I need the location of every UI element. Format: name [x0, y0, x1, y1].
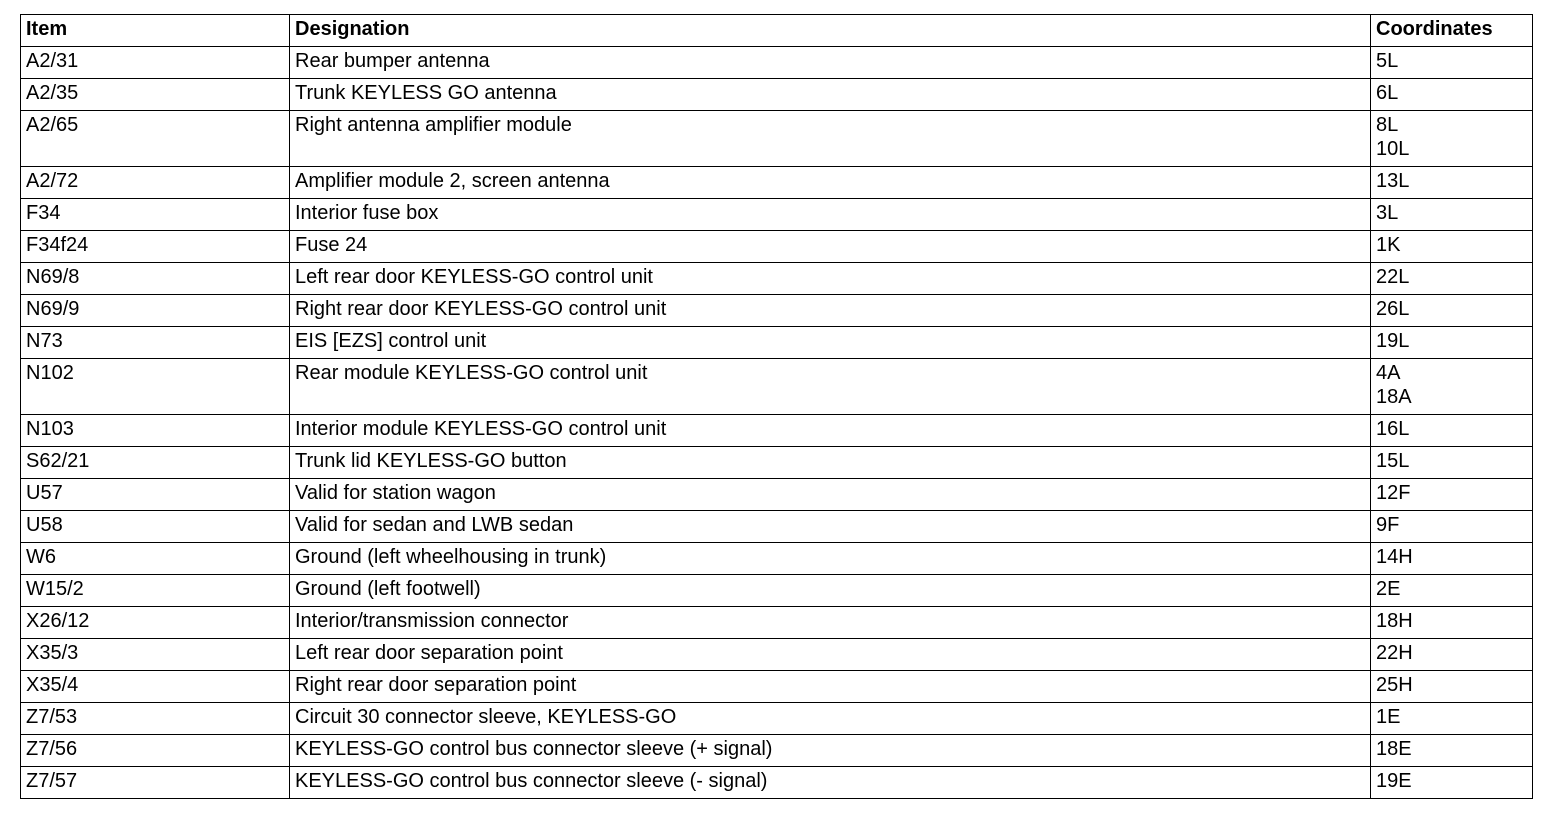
- coordinate-value: 22L: [1376, 266, 1410, 288]
- table-row: [21, 639, 1533, 671]
- cell-item: U58: [21, 511, 290, 543]
- cell-item: A2/35: [21, 79, 290, 111]
- table-row: [21, 575, 1533, 607]
- coordinate-value: 8L: [1376, 114, 1399, 136]
- cell-coordinates: [1371, 735, 1533, 767]
- cell-coordinates: [1371, 79, 1533, 111]
- table-row: [21, 359, 1533, 415]
- cell-item: W15/2: [21, 575, 290, 607]
- header-row: [21, 15, 1533, 47]
- table-row: [21, 735, 1533, 767]
- cell-designation: Rear module KEYLESS-GO control unit: [290, 359, 1371, 415]
- cell-coordinates: [1371, 327, 1533, 359]
- table-row: [21, 607, 1533, 639]
- table-row: [21, 295, 1533, 327]
- table-row: [21, 111, 1533, 167]
- cell-designation: Interior/transmission connector: [290, 607, 1371, 639]
- coordinate-value: 26L: [1376, 298, 1410, 320]
- coordinate-value: 1E: [1376, 706, 1401, 728]
- cell-item: W6: [21, 543, 290, 575]
- coordinate-value: 18A: [1376, 386, 1412, 408]
- cell-coordinates: [1371, 575, 1533, 607]
- table-row: [21, 327, 1533, 359]
- cell-item: A2/31: [21, 47, 290, 79]
- coordinate-value: 13L: [1376, 170, 1410, 192]
- cell-designation: Circuit 30 connector sleeve, KEYLESS-GO: [290, 703, 1371, 735]
- cell-item: Z7/56: [21, 735, 290, 767]
- coordinate-value: 6L: [1376, 82, 1399, 104]
- coordinate-value: 1K: [1376, 234, 1401, 256]
- coordinate-value: 19L: [1376, 330, 1410, 352]
- coordinate-value: 12F: [1376, 482, 1411, 504]
- coordinate-value: 3L: [1376, 202, 1399, 224]
- cell-coordinates: [1371, 607, 1533, 639]
- cell-item: N103: [21, 415, 290, 447]
- cell-item: F34: [21, 199, 290, 231]
- table-row: [21, 447, 1533, 479]
- coordinate-value: 22H: [1376, 642, 1413, 664]
- cell-item: A2/72: [21, 167, 290, 199]
- cell-item: N102: [21, 359, 290, 415]
- coordinate-value: 4A: [1376, 362, 1401, 384]
- cell-coordinates: [1371, 295, 1533, 327]
- cell-item: X26/12: [21, 607, 290, 639]
- cell-designation: EIS [EZS] control unit: [290, 327, 1371, 359]
- cell-designation: Left rear door separation point: [290, 639, 1371, 671]
- cell-designation: Right antenna amplifier module: [290, 111, 1371, 167]
- table-row: [21, 415, 1533, 447]
- cell-designation: Left rear door KEYLESS-GO control unit: [290, 263, 1371, 295]
- cell-coordinates: [1371, 263, 1533, 295]
- cell-coordinates: [1371, 359, 1533, 415]
- cell-item: S62/21: [21, 447, 290, 479]
- coordinate-value: 9F: [1376, 514, 1400, 536]
- table-row: [21, 263, 1533, 295]
- table-body: [21, 47, 1533, 799]
- cell-designation: KEYLESS-GO control bus connector sleeve (+ signal): [290, 735, 1371, 767]
- cell-coordinates: [1371, 231, 1533, 263]
- cell-designation: Rear bumper antenna: [290, 47, 1371, 79]
- coordinate-value: 15L: [1376, 450, 1410, 472]
- cell-designation: Right rear door KEYLESS-GO control unit: [290, 295, 1371, 327]
- cell-designation: Ground (left wheelhousing in trunk): [290, 543, 1371, 575]
- cell-item: X35/4: [21, 671, 290, 703]
- header-designation: Designation: [290, 15, 1371, 47]
- table-row: [21, 671, 1533, 703]
- cell-designation: Amplifier module 2, screen antenna: [290, 167, 1371, 199]
- header-coordinates: Coordinates: [1371, 15, 1533, 47]
- coordinate-value: 25H: [1376, 674, 1413, 696]
- table-row: [21, 79, 1533, 111]
- cell-coordinates: [1371, 111, 1533, 167]
- cell-designation: Right rear door separation point: [290, 671, 1371, 703]
- cell-coordinates: [1371, 415, 1533, 447]
- cell-designation: Interior fuse box: [290, 199, 1371, 231]
- cell-designation: Trunk lid KEYLESS-GO button: [290, 447, 1371, 479]
- cell-item: N69/9: [21, 295, 290, 327]
- table-row: [21, 231, 1533, 263]
- cell-designation: Valid for station wagon: [290, 479, 1371, 511]
- cell-item: A2/65: [21, 111, 290, 167]
- table-row: [21, 47, 1533, 79]
- table-row: [21, 543, 1533, 575]
- cell-coordinates: [1371, 199, 1533, 231]
- cell-coordinates: [1371, 639, 1533, 671]
- cell-item: Z7/53: [21, 703, 290, 735]
- cell-item: Z7/57: [21, 767, 290, 799]
- coordinate-value: 19E: [1376, 770, 1412, 792]
- coordinate-value: 2E: [1376, 578, 1401, 600]
- cell-designation: Valid for sedan and LWB sedan: [290, 511, 1371, 543]
- cell-item: U57: [21, 479, 290, 511]
- table-row: [21, 199, 1533, 231]
- cell-coordinates: [1371, 511, 1533, 543]
- cell-designation: Fuse 24: [290, 231, 1371, 263]
- cell-designation: KEYLESS-GO control bus connector sleeve (- signal): [290, 767, 1371, 799]
- cell-designation: Ground (left footwell): [290, 575, 1371, 607]
- cell-coordinates: [1371, 543, 1533, 575]
- table-row: [21, 703, 1533, 735]
- cell-coordinates: [1371, 167, 1533, 199]
- cell-item: N73: [21, 327, 290, 359]
- cell-designation: Trunk KEYLESS GO antenna: [290, 79, 1371, 111]
- coordinate-value: 18E: [1376, 738, 1412, 760]
- cell-coordinates: [1371, 447, 1533, 479]
- header-item: Item: [21, 15, 290, 47]
- cell-coordinates: [1371, 671, 1533, 703]
- cell-item: X35/3: [21, 639, 290, 671]
- component-legend-table: [20, 14, 1533, 799]
- cell-coordinates: [1371, 767, 1533, 799]
- cell-coordinates: [1371, 703, 1533, 735]
- cell-designation: Interior module KEYLESS-GO control unit: [290, 415, 1371, 447]
- table-row: [21, 167, 1533, 199]
- coordinate-value: 18H: [1376, 610, 1413, 632]
- table-row: [21, 767, 1533, 799]
- cell-coordinates: [1371, 47, 1533, 79]
- table-row: [21, 479, 1533, 511]
- table-header: [21, 15, 1533, 47]
- coordinate-value: 16L: [1376, 418, 1410, 440]
- cell-item: F34f24: [21, 231, 290, 263]
- cell-coordinates: [1371, 479, 1533, 511]
- table-row: [21, 511, 1533, 543]
- cell-item: N69/8: [21, 263, 290, 295]
- coordinate-value: 5L: [1376, 50, 1399, 72]
- coordinate-value: 10L: [1376, 138, 1410, 160]
- coordinate-value: 14H: [1376, 546, 1413, 568]
